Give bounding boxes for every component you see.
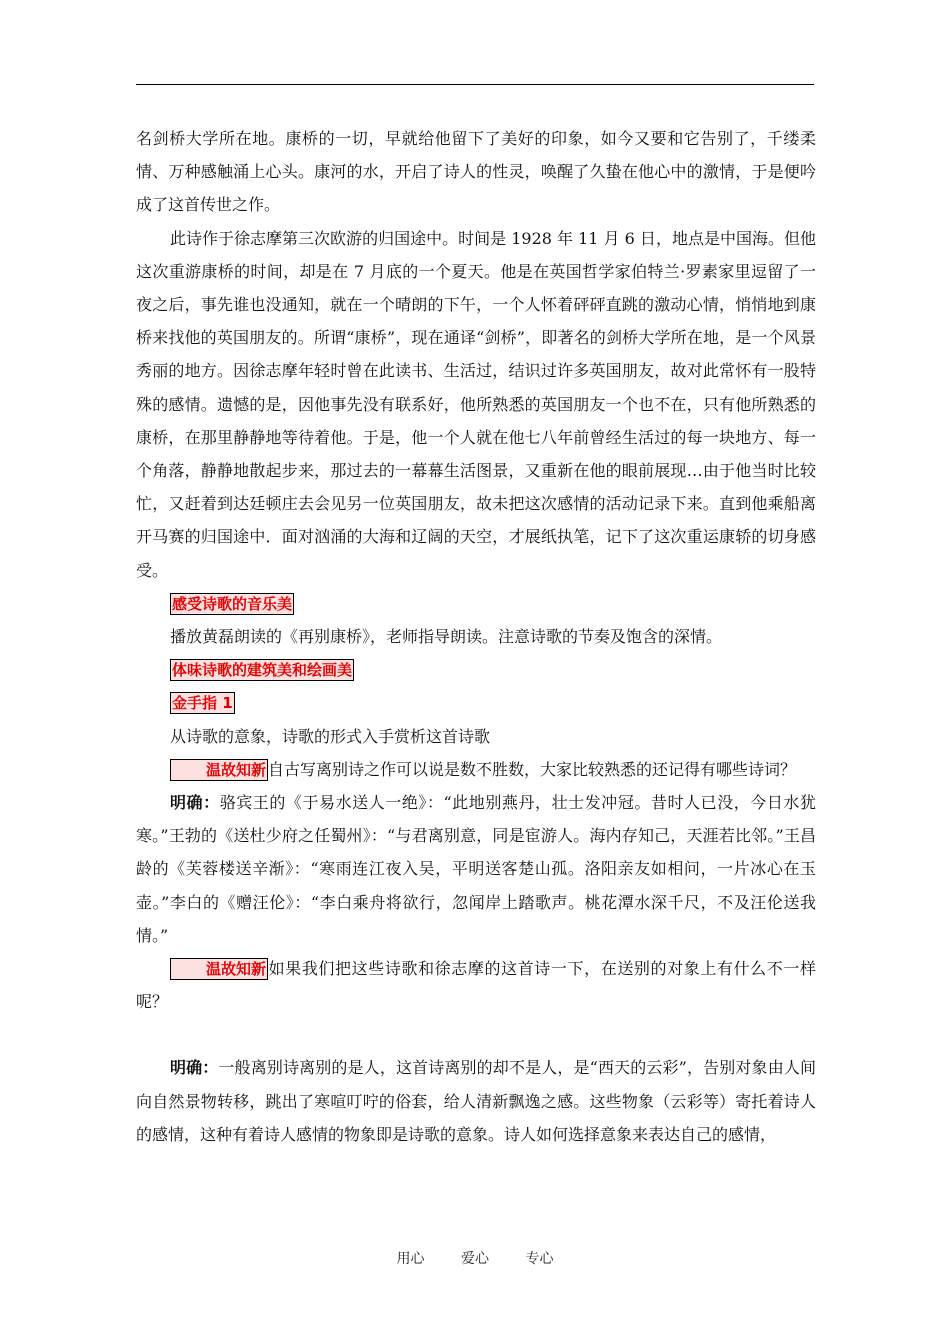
answer-1 [136,786,816,952]
section-heading-architecture: 体味诗歌的建筑美和绘画美 [172,661,353,680]
section-heading-music: 感受诗歌的音乐美 [172,594,293,613]
answer-2-text: 一般离别诗离别的是人，这首诗离别的却不是人，是“西天的云彩”，告别对象由人间向自然景物转移，跳出了寒喧叮咛的俗套，给人清新飘逸之感。这些物象（云彩等）寄托着诗人的感情，这种有着诗人感情的物象即是诗歌的意象。诗人如何选择意象来表达自己的感情， [136,1058,816,1144]
review-question-2-text: 如果我们把这些诗歌和徐志摩的这首诗一下，在送别的对象上有什么不一样呢？ [136,959,816,1012]
footer-item-1: 用心 [396,1251,425,1267]
review-question-2 [136,952,816,1018]
blank-line [136,1018,816,1051]
page-footer [0,1248,950,1268]
paragraph-intro-continuation: 名剑桥大学所在地。康桥的一切，早就给他留下了美好的印象，如今又要和它告别了，千缕柔情、万种感触涌上心头。康河的水，开启了诗人的性灵，唤醒了久蛰在他心中的激情，于是便吟成了这首传世之作。 [136,129,816,215]
music-instruction: 播放黄磊朗读的《再别康桥》，老师指导朗读。注意诗歌的节奏及饱含的深情。 [170,627,723,647]
answer-1-text: 骆宾王的《于易水送人一绝》：“此地别燕丹，壮士发冲冠。昔时人已没，今日水犹寒。”王勃的《送杜少府之任蜀州》：“与君离别意，同是宦游人。海内存知己，天涯若比邻。”王昌龄的《芙蓉楼送辛渐》：“寒雨连江夜入吴，平明送客楚山孤。洛阳亲友如相问，一片冰心在玉壶。”李白的《赠汪伦》：“李白乘舟将欲行，忽闻岸上踏歌声。桃花潭水深千尺，不及汪伦送我情。” [136,793,816,945]
review-question-1-text: 自古写离别诗之作可以说是数不胜数，大家比较熟悉的还记得有哪些诗词？ [268,759,797,779]
document-body [136,122,816,1151]
answer-2 [136,1051,816,1151]
section-heading-golden-finger: 金手指 1 [172,694,233,713]
review-tag-1: 温故知新 [170,759,268,781]
answer-1-label: 明确： [170,793,220,813]
footer-item-2: 爱心 [461,1251,489,1267]
section-golden-finger [136,686,816,719]
review-tag-2: 温故知新 [170,958,268,980]
header-rule [136,84,814,85]
section-architecture [136,653,816,686]
section-music [136,587,816,620]
golden-finger-text: 从诗歌的意象，诗歌的形式入手赏析这首诗歌 [170,726,491,746]
answer-2-label: 明确： [170,1058,219,1078]
paragraph-background: 此诗作于徐志摩第三次欧游的归国途中。时间是 1928 年 11 月 6 日，地点是中国海。但他这次重游康桥的时间，却是在 7 月底的一个夏天。他是在英国哲学家伯特兰·罗素家里逗留了一夜之后，事先谁也没通知，就在一个晴朗的下午，一个人怀着砰砰直跳的激动心情，悄悄地到康桥来找他的英国朋友的。所谓“康桥”，现在通译“剑桥”，即著名的剑桥大学所在地，是一个风景秀丽的地方。因徐志摩年轻时曾在此读书、生活过，结识过许多英国朋友，故对此常怀有一股特殊的感情。遗憾的是，因他事先没有联系好，他所熟悉的英国朋友一个也不在，只有他所熟悉的康桥，在那里静静地等待着他。于是，他一个人就在他七八年前曾经生活过的每一块地方、每一个角落，静静地散起步来，那过去的一幕幕生活图景，又重新在他的眼前展现…由于他当时比较忙，又赶着到达廷顿庄去会见另一位英国朋友，故未把这次感情的活动记录下来。直到他乘船离开马赛的归国途中．面对汹涌的大海和辽阔的天空，才展纸执笔，记下了这次重运康轿的切身感受。 [136,228,816,580]
footer-item-3: 专心 [525,1251,554,1267]
review-question-1 [136,753,816,786]
